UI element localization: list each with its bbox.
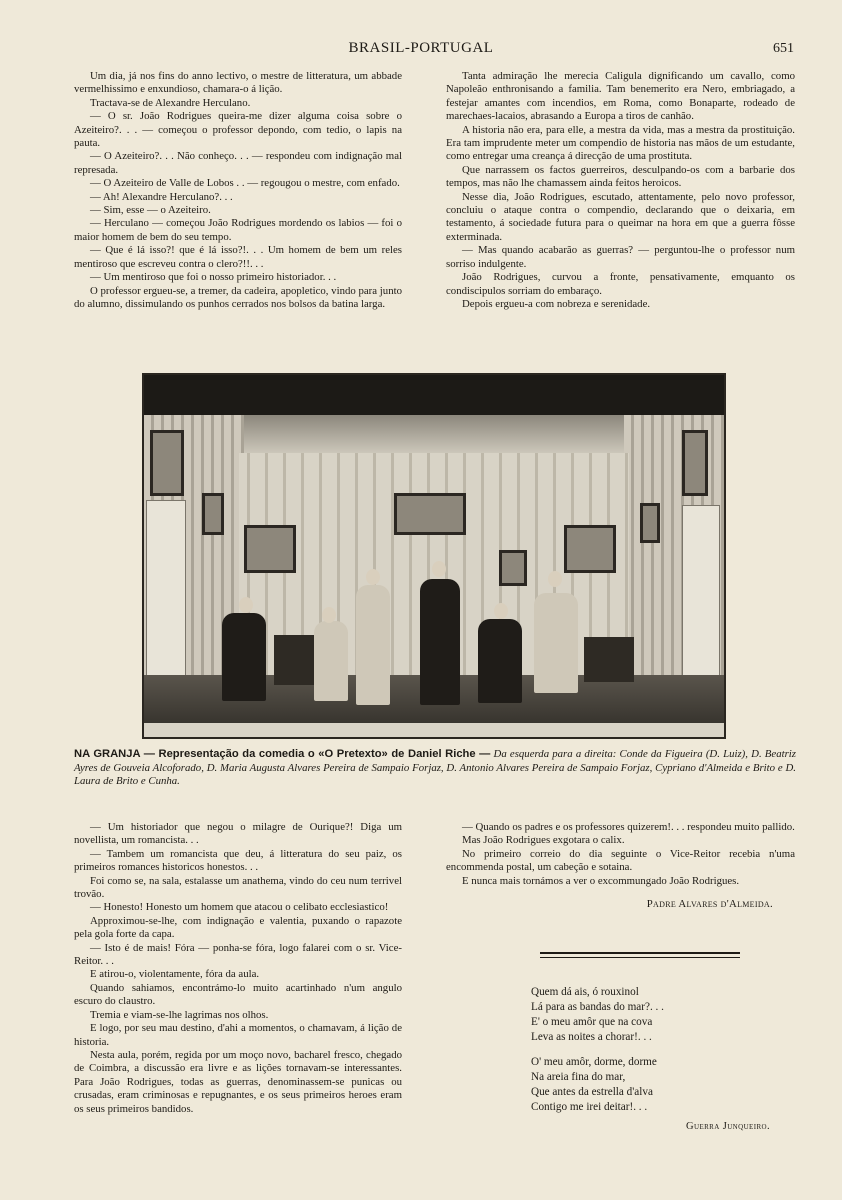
paragraph: Tremia e viam-se-lhe lagrimas nos olhos. <box>90 1008 269 1021</box>
poem-stanza <box>531 985 771 1045</box>
wall-picture <box>682 430 708 496</box>
paragraph: Quando sahiamos, encontrámo-lo muito acartinhado n'um angulo escuro do claustro. <box>74 981 402 1008</box>
side-table <box>584 637 634 682</box>
paragraph: — Ah! Alexandre Herculano?. . . <box>90 190 233 203</box>
poem-stanza <box>531 1055 771 1115</box>
paragraph: Um dia, já nos fins do anno lectivo, o mestre de litteratura, um abbade vermelhissimo e enxundioso, chamara-o á lição. <box>74 70 402 96</box>
paragraph: — O sr. João Rodrigues queira-me dizer alguma coisa sobre o Azeiteiro?. . . — começou o professor depondo, com tedio, o lapis na pauta. <box>74 110 402 150</box>
paragraph: — Isto é de mais! Fóra — ponha-se fóra, logo falarei com o sr. Vice-Reitor. . . <box>74 941 402 968</box>
actor-figure <box>222 613 266 701</box>
paragraph: Approximou-se-lhe, com indignação e valentia, puxando o rapazote pela gola forte da capa. <box>74 914 402 941</box>
poem-line: Que antes da estrella d'alva <box>531 1086 653 1098</box>
wall-picture <box>202 493 224 535</box>
wall-mirror <box>244 525 296 573</box>
poem-line: Contigo me irei deitar!. . . <box>531 1101 648 1113</box>
actor-figure <box>314 621 348 701</box>
paragraph: — Um historiador que negou o milagre de Ourique?! Diga um novellista, um romancista. . . <box>74 821 402 847</box>
paragraph: Tractava-se de Alexandre Herculano. <box>90 96 251 109</box>
wall-picture <box>640 503 660 543</box>
paragraph: A historia não era, para elle, a mestra da vida, mas a mestra da prostituição. Era tam imprudente meter um compendio de historia nas mãos de um estudante, como entregar uma creança á direcção de uma prostituta. <box>446 123 795 163</box>
paragraph: — Um mentiroso que foi o nosso primeiro historiador. . . <box>90 271 337 284</box>
poem-line: Leva as noites a chorar!. . . <box>531 1031 652 1043</box>
paragraph: E logo, por seu mau destino, d'ahi a momentos, o chamavam, á lição de historia. <box>74 1022 402 1048</box>
section-divider <box>540 952 740 954</box>
actor-figure <box>420 579 460 705</box>
wall-picture <box>499 550 527 586</box>
stage-curtain-top <box>144 375 724 415</box>
poem-line: Quem dá ais, ó rouxinol <box>531 986 639 998</box>
paragraph: — Mas quando acabarão as guerras? — perguntou-lhe o professor num sorriso indulgente. <box>446 244 795 270</box>
actor-figure <box>356 585 390 705</box>
poem-line: O' meu amôr, dorme, dorme <box>531 1056 657 1068</box>
paragraph: — O Azeiteiro de Valle de Lobos . . — regougou o mestre, com enfado. <box>90 177 400 190</box>
paragraph: E atirou-o, violentamente, fóra da aula. <box>90 968 260 981</box>
paragraph: — Honesto! Honesto um homem que atacou o celibato ecclesiastico! <box>90 901 389 914</box>
paragraph: — Tambem um romancista que deu, á litteratura do seu paiz, os primeiros romances historicos honestos. . . <box>74 847 402 874</box>
actor-figure <box>478 619 522 703</box>
column-bottom-right <box>446 821 795 911</box>
caption-lead: NA GRANJA — Representação da comedia o «O Pretexto» de Daniel Riche — <box>74 748 491 760</box>
actor-head <box>494 603 508 619</box>
paragraph: O professor ergueu-se, a tremer, da cadeira, apopletico, vindo para junto do alumno, dissimulando os punhos cerrados nos bolsos da batina larga. <box>74 284 402 310</box>
paragraph: Depois ergueu-a com nobreza e serenidade. <box>462 297 651 310</box>
paragraph: Nesta aula, porém, regida por um moço novo, bacharel fresco, chegado de Coimbra, a discussão era livre e as lições tornavam-se interessantes. Para João Rodrigues, todas as guerras, denominassem-se punicas ou crusadas, eram criminosas e repugnantes, e os seus primeiros heroes eram os seus primeiros bandidos. <box>74 1048 402 1115</box>
footlights <box>144 723 724 737</box>
paragraph: No primeiro correio do dia seguinte o Vice-Reitor recebia n'uma encommenda postal, um cabeção e sotaina. <box>446 847 795 874</box>
paragraph: — Sim, esse — o Azeiteiro. <box>90 204 211 217</box>
running-header: BRASIL-PORTUGAL <box>348 40 494 56</box>
actor-head <box>548 571 562 587</box>
actor-head <box>322 607 336 623</box>
paragraph: — Quando os padres e os professores quizerem!. . . respondeu muito pallido. <box>462 821 795 833</box>
stage-photograph <box>142 373 726 739</box>
wall-mirror <box>564 525 616 573</box>
actor-head <box>432 561 446 577</box>
paragraph: Mas João Rodrigues exgotara o calix. <box>462 834 625 847</box>
paragraph: — O Azeiteiro?. . . Não conheço. . . — respondeu com indignação mal represada. <box>74 150 402 176</box>
paragraph: E nunca mais tornámos a ver o excommungado João Rodrigues. <box>462 874 740 887</box>
paragraph: Nesse dia, João Rodrigues, escutado, attentamente, pelo novo professor, concluiu o ataque contra o compendio, declarando que o deixaria, em testamento, á sociedade futura para o queimar na hora em que a guerra fôsse exterminada. <box>446 190 795 243</box>
paragraph: Foi como se, na sala, estalasse um anathema, vindo do ceu num terrivel trovão. <box>74 874 402 901</box>
paragraph: João Rodrigues, curvou a fronte, pensativamente, emquanto os condiscipulos sorriam do embaraço. <box>446 271 795 297</box>
column-top-right <box>446 70 795 311</box>
side-table <box>274 635 314 685</box>
poem-author: Guerra Junqueiro. <box>686 1121 770 1132</box>
actor-head <box>239 597 253 613</box>
wall-picture <box>150 430 184 496</box>
photo-caption <box>74 748 796 789</box>
page-number: 651 <box>773 41 794 56</box>
column-top-left <box>74 70 402 311</box>
author-signature: Padre Alvares d'Almeida. <box>646 898 773 911</box>
column-bottom-left <box>74 821 402 1116</box>
caption-credits: Da esquerda para a direita: Conde da Figueira (D. Luiz), D. Beatriz Ayres de Gouveia Alcoforado, D. Maria Augusta Alvares Pereira de Sampaio Forjaz, D. Antonio Alvares Pereira de Sampaio Forjaz, Cypriano d'Almeida e Brito e D. Laura de Brito e Cunha. <box>74 748 796 788</box>
right-door <box>682 505 720 702</box>
poem-line: E' o meu amôr que na cova <box>531 1016 653 1028</box>
left-door <box>146 500 186 702</box>
actor-figure <box>534 593 578 693</box>
section-divider-thin <box>540 957 740 958</box>
actor-head <box>366 569 380 585</box>
paragraph: Tanta admiração lhe merecia Caligula dignificando um cavallo, como Napoleão enthronisando a familia. Tam benemerito era Nero, embriagado, a festejar amantes com incendios, em Roma, como Bonaparte, rodeado de marechaes-lacaios, abrasando a Europa a tiros de canhão. <box>446 70 795 123</box>
paragraph: — Herculano — começou João Rodrigues mordendo os labios — foi o maior homem de bem do seu tempo. <box>74 217 402 243</box>
poem-line: Na areia fina do mar, <box>531 1071 626 1083</box>
poem <box>531 985 771 1125</box>
wall-painting <box>394 493 466 535</box>
paragraph: — Que é lá isso?! que é lá isso?!. . . Um homem de bem um reles mentiroso que escreveu contra o clero?!!. . . <box>74 244 402 270</box>
paragraph: Que narrassem os factos guerreiros, desculpando-os com a barbarie dos tempos, mas não lhe chamassem ainda feitos heroicos. <box>446 163 795 190</box>
poem-line: Lá para as bandas do mar?. . . <box>531 1001 664 1013</box>
